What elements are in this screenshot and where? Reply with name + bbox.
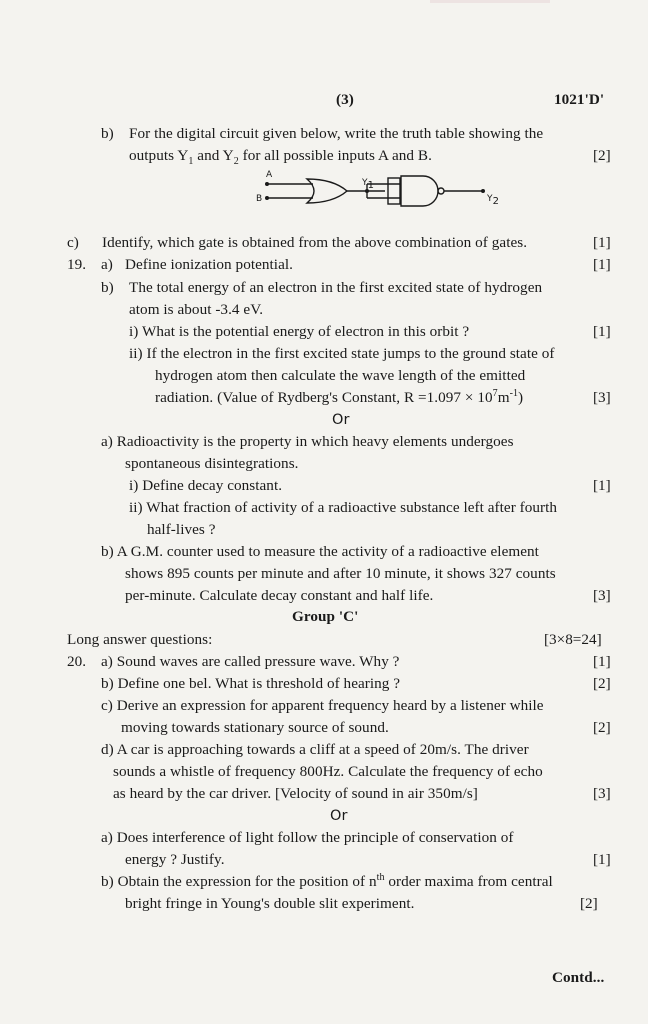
group-c-marks: [3×8=24] bbox=[544, 631, 602, 648]
q20c-marks: [2] bbox=[593, 719, 611, 736]
q19a-marks: [1] bbox=[593, 256, 611, 273]
q18c-text: Identify, which gate is obtained from the above combination of gates. bbox=[102, 234, 528, 251]
q20-alt-b-line1: b) Obtain the expression for the position of $n^{th}$ order maxima from central bbox=[101, 871, 553, 890]
q19-alt-a-line2: spontaneous disintegrations. bbox=[125, 455, 299, 472]
q20-or: Or bbox=[330, 808, 348, 824]
q19-alt-a-i: i) Define decay constant. bbox=[129, 477, 283, 494]
logic-circuit-diagram bbox=[255, 168, 515, 218]
q19b-ii-line2: hydrogen atom then calculate the wave length of the emitted bbox=[155, 367, 526, 384]
q18b-marks: [2] bbox=[593, 147, 611, 164]
paper-code: 1021'D' bbox=[554, 91, 605, 108]
q19-alt-a-line1: a) Radioactivity is the property in which heavy elements undergoes bbox=[101, 433, 514, 450]
q20d-marks: [3] bbox=[593, 785, 611, 802]
q19-alt-a-ii-line2: half-lives ? bbox=[147, 521, 216, 538]
q20d-line1: d) A car is approaching towards a cliff at a speed of 20m/s. The driver bbox=[101, 741, 529, 758]
q19-or: Or bbox=[332, 412, 350, 428]
q20-alt-a-line2: energy ? Justify. bbox=[125, 851, 225, 868]
q19b-i: i) What is the potential energy of electron in this orbit ? bbox=[129, 323, 470, 340]
q20c-line2: moving towards stationary source of sound. bbox=[121, 719, 389, 736]
q20c-line1: c) Derive an expression for apparent frequency heard by a listener while bbox=[101, 697, 544, 714]
q18b-line2: outputs $Y_1$ and $Y_2$ for all possible inputs A and B. bbox=[129, 147, 432, 168]
q19-alt-b-line3: per-minute. Calculate decay constant and half life. bbox=[125, 587, 434, 604]
q19a-label: a) bbox=[101, 256, 113, 273]
group-c-intro: Long answer questions: bbox=[67, 631, 213, 648]
diagram-label-y2: $Y_2$ bbox=[487, 194, 499, 207]
diagram-label-a: A bbox=[266, 170, 273, 180]
q19-alt-b-line1: b) A G.M. counter used to measure the activity of a radioactive element bbox=[101, 543, 539, 560]
q20a: a) Sound waves are called pressure wave. Why ? bbox=[101, 653, 400, 670]
q18b-label: b) bbox=[101, 125, 114, 142]
q19b-line2: atom is about -3.4 eV. bbox=[129, 301, 264, 318]
q20-alt-a-marks: [1] bbox=[593, 851, 611, 868]
q19b-line1: The total energy of an electron in the first excited state of hydrogen bbox=[129, 279, 543, 296]
q19-alt-a-ii-line1: ii) What fraction of activity of a radioactive substance left after fourth bbox=[129, 499, 558, 516]
q19a-text: Define ionization potential. bbox=[125, 256, 293, 273]
group-c-title: Group 'C' bbox=[292, 608, 359, 625]
q19b-label: b) bbox=[101, 279, 114, 296]
q20-number: 20. bbox=[67, 653, 86, 670]
q19-number: 19. bbox=[67, 256, 86, 273]
q19-alt-a-i-marks: [1] bbox=[593, 477, 611, 494]
q19-alt-b-marks: [3] bbox=[593, 587, 611, 604]
q20-alt-b-marks: [2] bbox=[580, 895, 598, 912]
q19b-ii-line1: ii) If the electron in the first excited state jumps to the ground state of bbox=[129, 345, 555, 362]
q19-alt-b-line2: shows 895 counts per minute and after 10 minute, it shows 327 counts bbox=[125, 565, 556, 582]
q18c-label: c) bbox=[67, 234, 79, 251]
q20b: b) Define one bel. What is threshold of hearing ? bbox=[101, 675, 401, 692]
q19b-i-marks: [1] bbox=[593, 323, 611, 340]
q18b-line1: For the digital circuit given below, write the truth table showing the bbox=[129, 125, 544, 142]
diagram-label-b: B bbox=[256, 194, 263, 204]
q18c-marks: [1] bbox=[593, 234, 611, 251]
q19b-ii-marks: [3] bbox=[593, 389, 611, 406]
q19b-ii-line3: radiation. (Value of Rydberg's Constant, $R =1.097 \times 10^7m^{-1}$) bbox=[155, 387, 524, 406]
q20d-line3: as heard by the car driver. [Velocity of sound in air 350m/s] bbox=[113, 785, 478, 802]
scan-mark bbox=[430, 0, 550, 3]
q20b-marks: [2] bbox=[593, 675, 611, 692]
q20d-line2: sounds a whistle of frequency 800Hz. Calculate the frequency of echo bbox=[113, 763, 543, 780]
contd-label: Contd... bbox=[552, 969, 605, 986]
page-number: (3) bbox=[336, 91, 354, 108]
q20a-marks: [1] bbox=[593, 653, 611, 670]
diagram-label-y1: $Y_1$ bbox=[362, 178, 374, 191]
q20-alt-b-line2: bright fringe in Young's double slit experiment. bbox=[125, 895, 415, 912]
q20-alt-a-line1: a) Does interference of light follow the principle of conservation of bbox=[101, 829, 514, 846]
